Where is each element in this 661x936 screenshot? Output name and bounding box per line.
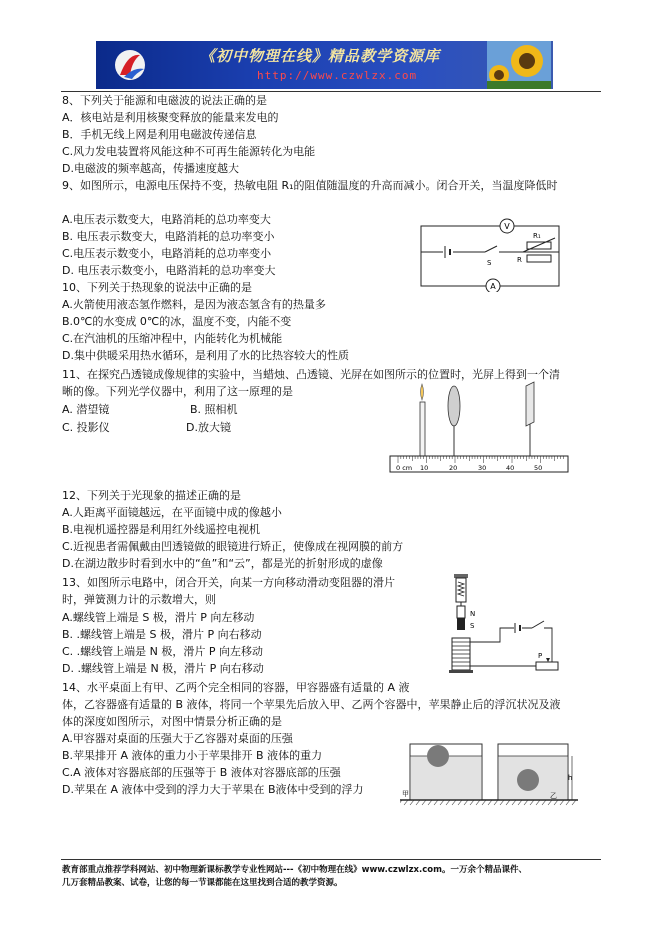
switch-icon-13 <box>532 621 544 630</box>
q11-option-c: C. 投影仪 <box>62 421 110 434</box>
svg-text:0 cm: 0 cm <box>396 464 413 472</box>
q9-stem: 9、如图所示，电源电压保持不变，热敏电阻 R₁的阻值随温度的升高而减小。闭合开关，当温度降低时 <box>62 179 558 192</box>
svg-text:乙: 乙 <box>550 792 557 800</box>
q14-option-d: D.苹果在 A 液体中受到的浮力大于苹果在 B液体中受到的浮力 <box>62 783 364 796</box>
q14-option-a: A.甲容器对桌面的压强大于乙容器对桌面的压强 <box>62 732 293 745</box>
q10-stem: 10、下列关于热现象的说法中正确的是 <box>62 281 252 294</box>
q13-stem: 13、如图所示电路中，闭合开关，向某一方向移动滑动变阻器的滑片 <box>62 576 395 589</box>
q10-option-a: A.火箭使用液态氢作燃料，是因为液态氢含有的热量多 <box>62 298 326 311</box>
sunflower-icon <box>487 41 551 89</box>
depth-marker <box>568 756 572 800</box>
svg-text:20: 20 <box>449 464 458 472</box>
q13-stem-cont: 时，弹簧测力计的示数增大，则 <box>62 593 216 606</box>
thermistor-icon <box>523 232 555 252</box>
svg-text:30: 30 <box>478 464 487 472</box>
svg-text:50: 50 <box>534 464 543 472</box>
q14-option-b: B.苹果排开 A 液体的重力小于苹果排开 B 液体的重力 <box>62 749 323 762</box>
q12-option-d: D.在湖边散步时看到水中的“鱼”和“云”，都是光的折射形成的虚像 <box>62 557 383 570</box>
candle-icon <box>420 384 425 456</box>
site-url[interactable]: http://www.czwlzx.com <box>257 69 418 82</box>
q8-stem: 8、下列关于能源和电磁波的说法正确的是 <box>62 94 267 107</box>
svg-text:甲: 甲 <box>402 790 409 798</box>
q13-option-c: C. .螺线管上端是 N 极，滑片 P 向左移动 <box>62 645 264 658</box>
q10-option-c: C.在汽油机的压缩冲程中，内能转化为机械能 <box>62 332 283 345</box>
container-right <box>498 744 568 800</box>
q14-stem-cont2: 体的深度如图所示，对图中情景分析正确的是 <box>62 715 282 728</box>
q8-option-b: B．手机无线上网是利用电磁波传递信息 <box>62 128 257 141</box>
svg-text:S: S <box>487 259 492 267</box>
footer-line-1: 教育部重点推荐学科网站、初中物理新课标教学专业性网站---《初中物理在线》www.czwlzx.com。一万余个精品课件、 <box>62 865 527 875</box>
apple-icon <box>517 769 539 791</box>
q11-option-d: D.放大镜 <box>186 421 231 434</box>
bar-magnet-icon <box>457 606 475 630</box>
switch-icon <box>485 246 499 267</box>
svg-text:V: V <box>504 222 510 231</box>
q14-option-c: C.A 液体对容器底部的压强等于 B 液体对容器底部的压强 <box>62 766 341 779</box>
q8-option-d: D.电磁波的频率越高，传播速度越大 <box>62 162 239 175</box>
header-rule <box>61 91 601 92</box>
svg-text:40: 40 <box>506 464 515 472</box>
q12-stem: 12、下列关于光现象的描述正确的是 <box>62 489 241 502</box>
ruler <box>390 456 568 472</box>
q9-option-a: A.电压表示数变大，电路消耗的总功率变大 <box>62 213 271 226</box>
q8-option-c: C.风力发电装置将风能这种不可再生能源转化为电能 <box>62 145 316 158</box>
voltmeter-icon <box>500 219 514 233</box>
q9-option-c: C.电压表示数变小，电路消耗的总功率变小 <box>62 247 272 260</box>
q14-stem-cont1: 体，乙容器盛有适量的 B 液体，将同一个苹果先后放入甲、乙两个容器中，苹果静止后的浮沉状况及液 <box>62 698 561 711</box>
light-screen-icon <box>526 382 534 456</box>
resistor-icon <box>517 255 551 264</box>
battery-icon <box>443 246 453 258</box>
site-title: 《初中物理在线》精品教学资源库 <box>200 47 441 65</box>
rheostat-icon <box>536 652 558 670</box>
q13-option-d: D. .螺线管上端是 N 极，滑片 P 向右移动 <box>62 662 264 675</box>
svg-text:S: S <box>470 622 475 630</box>
q13-electromagnet-figure <box>440 572 560 684</box>
q11-optical-bench-figure <box>388 378 573 476</box>
spring-scale-icon <box>454 574 468 606</box>
q14-stem: 14、水平桌面上有甲、乙两个完全相同的容器，甲容器盛有适量的 A 液 <box>62 681 410 694</box>
footer-line-2: 几万套精品教案、试卷，让您的每一节课都能在这里找到合适的教学资源。 <box>62 878 343 888</box>
q11-stem: 11、在探究凸透镜成像规律的实验中，当蜡烛、凸透镜、光屏在如图所示的位置时，光屏上得到一个清 <box>62 368 560 381</box>
svg-text:N: N <box>470 610 476 618</box>
q10-option-b: B.0℃的水变成 0℃的冰，温度不变，内能不变 <box>62 315 292 328</box>
apple-icon <box>427 745 449 767</box>
q11-option-a: A. 潜望镜 <box>62 403 110 416</box>
q10-option-d: D.集中供暖采用热水循环，是利用了水的比热容较大的性质 <box>62 349 349 362</box>
header-banner <box>96 41 553 89</box>
ammeter-icon <box>486 279 500 292</box>
q13-option-a: A.螺线管上端是 S 极，滑片 P 向左移动 <box>62 611 255 624</box>
battery-icon-13 <box>514 623 522 633</box>
convex-lens-icon <box>448 386 460 456</box>
q8-option-a: A．核电站是利用核聚变释放的能量来发电的 <box>62 111 279 124</box>
svg-text:10: 10 <box>420 464 429 472</box>
q11-stem-cont: 晰的像。下列光学仪器中，利用了这一原理的是 <box>62 385 293 398</box>
site-logo-icon <box>110 47 150 83</box>
q9-option-b: B. 电压表示数变大，电路消耗的总功率变小 <box>62 230 275 243</box>
container-left <box>402 744 482 800</box>
svg-text:R₁: R₁ <box>533 232 541 240</box>
svg-text:R: R <box>517 256 522 264</box>
q14-containers-figure <box>400 734 578 806</box>
q11-option-b: B. 照相机 <box>190 403 238 416</box>
q12-option-b: B.电视机遥控器是利用红外线遥控电视机 <box>62 523 261 536</box>
q12-option-a: A.人距离平面镜越远，在平面镜中成的像越小 <box>62 506 282 519</box>
svg-text:h: h <box>568 774 573 782</box>
solenoid-icon <box>449 638 473 673</box>
q9-option-d: D. 电压表示数变小，电路消耗的总功率变大 <box>62 264 276 277</box>
footer-rule <box>61 859 601 860</box>
q13-option-b: B. .螺线管上端是 S 极，滑片 P 向右移动 <box>62 628 262 641</box>
svg-text:A: A <box>490 282 496 291</box>
svg-text:P: P <box>538 652 543 660</box>
q9-circuit-figure <box>415 210 565 292</box>
q12-option-c: C.近视患者需佩戴由凹透镜做的眼镜进行矫正，使像成在视网膜的前方 <box>62 540 404 553</box>
